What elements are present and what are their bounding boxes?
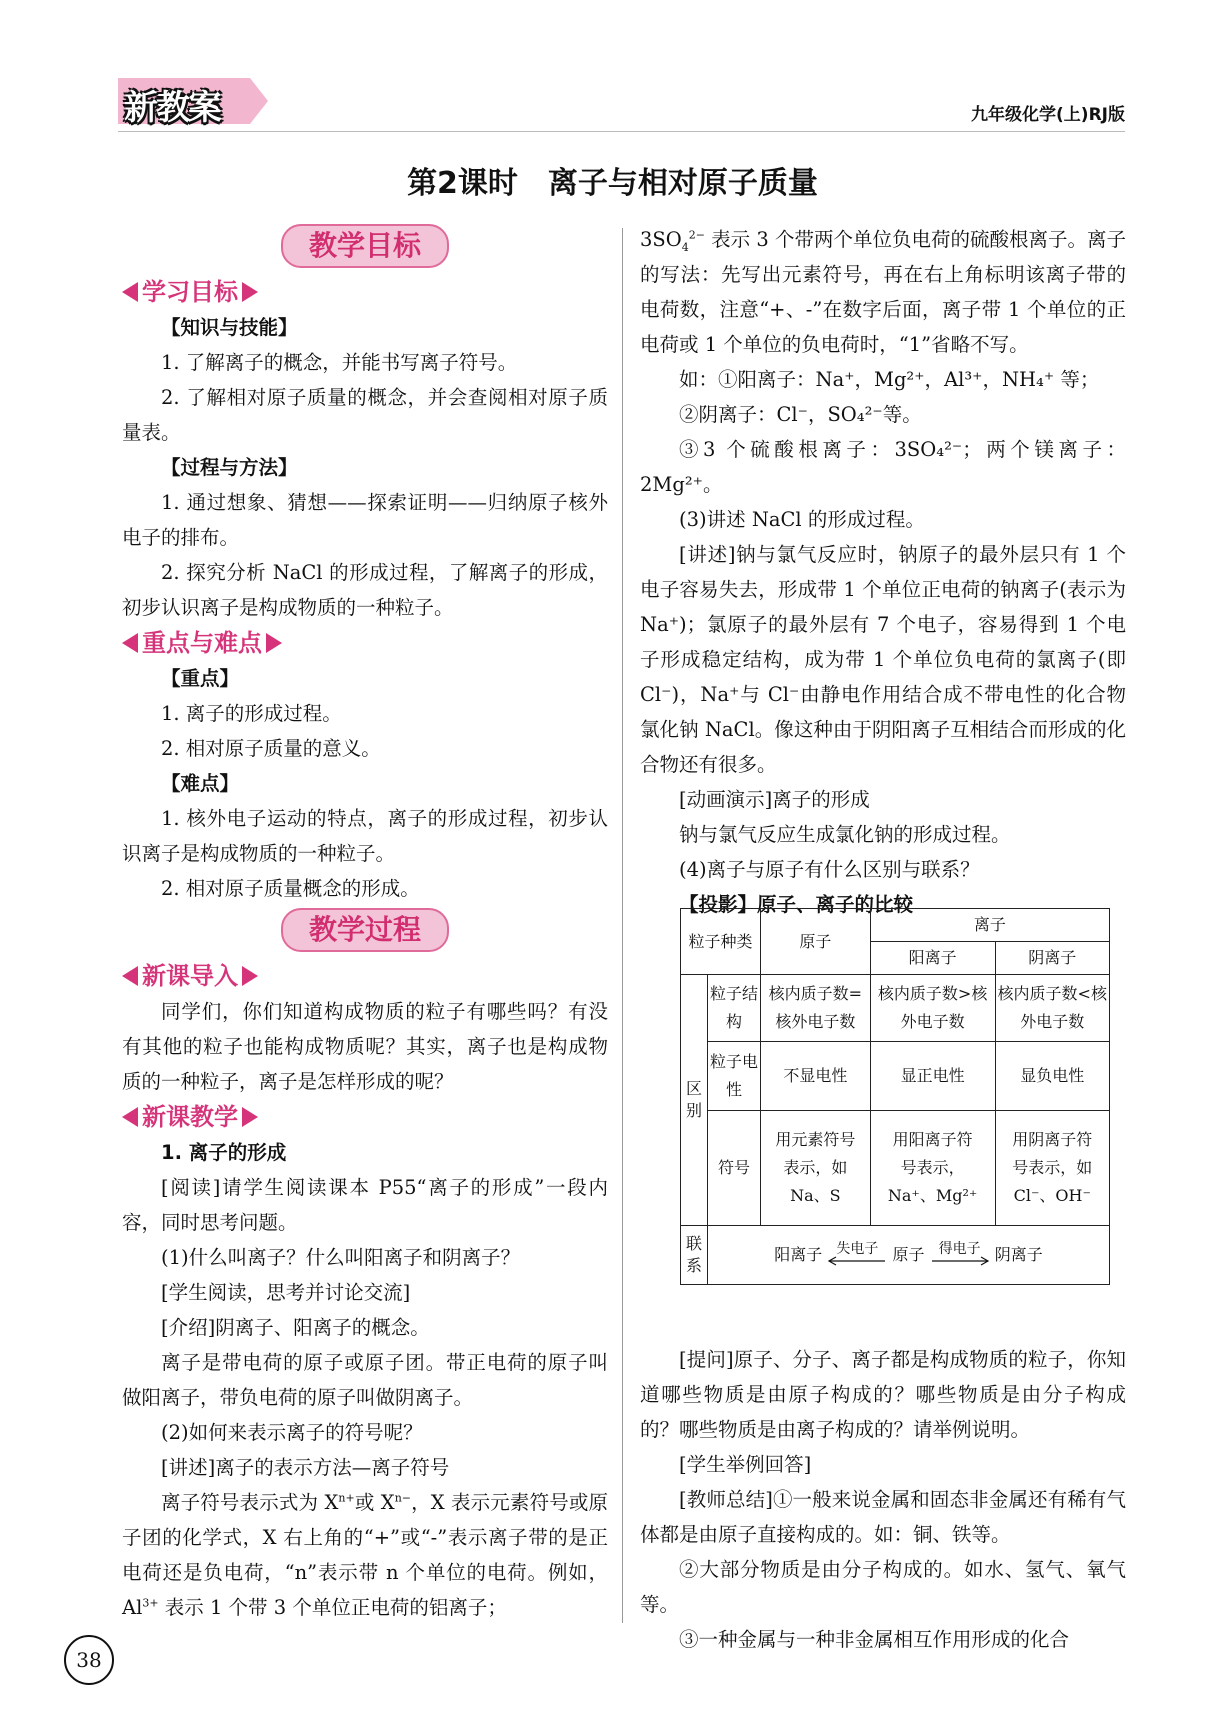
table-cell: 离子 xyxy=(870,909,1109,942)
paragraph: [介绍]阴离子、阳离子的概念。 xyxy=(161,1316,430,1339)
key-heading: 【重点】 xyxy=(161,667,240,690)
paragraph: [阅读]请学生阅读课本 P55“离子的形成”一段内容，同时思考问题。 xyxy=(122,1176,608,1234)
paragraph: [讲述]钠与氯气反应时，钠原子的最外层只有 1 个电子容易失去，形成带 1 个单位正电荷的钠离子(表示为 Na⁺)；氯原子的最外层有 7 个电子，容易得到 1 个电子形成稳定结构，成为带 1 个单位负电荷的氯离子(即 Cl⁻)，Na⁺与 Cl⁻由静电作用结合成不带电性的化合物氯化钠 NaCl。像这种由于阴阳离子互相结合而形成的化合物还有很多。 xyxy=(640,543,1126,776)
triangle-left-icon xyxy=(122,1107,138,1127)
relation-cation: 阳离子 xyxy=(774,1244,823,1264)
left-column xyxy=(122,222,608,1625)
paragraph-ion-notation: 离子符号表示式为 $X^{n+}$或 $X^{n-}$，X 表示元素符号或原子团的化学式，X 右上角的“+”或“-”表示离子带的是正电荷还是负电荷，“n”表示带 n 个单位的电荷。例如，$Al^{3+}$ 表示 1 个带 3 个单位正电荷的铝离子； xyxy=(122,1491,608,1619)
section-header-goals: 教学目标 xyxy=(122,224,608,268)
triangle-left-icon xyxy=(122,633,138,653)
paragraph: 1. 核外电子运动的特点，离子的形成过程，初步认识离子是构成物质的一种粒子。 xyxy=(122,807,608,865)
lose-electron-label: 失电子 xyxy=(836,1241,879,1258)
table-cell: 粒子种类 xyxy=(681,909,761,975)
brand-logo xyxy=(118,78,278,128)
table-cell: 粒子电性 xyxy=(708,1042,761,1111)
lose-electron-arrow xyxy=(827,1241,887,1269)
triangle-right-icon xyxy=(242,966,258,986)
relation-cell xyxy=(708,1226,1110,1285)
paragraph: 2. 相对原子质量概念的形成。 xyxy=(161,877,420,900)
paragraph: [教师总结]①一般来说金属和固态非金属还有稀有气体都是由原子直接构成的。如：铜、铁等。 xyxy=(640,1488,1126,1546)
subheading-key-points: 重点与难点 xyxy=(122,625,608,661)
paragraph: 2. 相对原子质量的意义。 xyxy=(161,737,381,760)
section-header-process: 教学过程 xyxy=(122,908,608,952)
paragraph: 如：①阳离子：Na⁺，Mg²⁺，Al³⁺，NH₄⁺ 等； xyxy=(679,368,1100,391)
gain-electron-label: 得电子 xyxy=(938,1241,981,1258)
topic-heading: 1. 离子的形成 xyxy=(161,1141,287,1164)
paragraph: 1. 通过想象、猜想——探索证明——归纳原子核外电子的排布。 xyxy=(122,491,608,549)
paragraph: [学生阅读，思考并讨论交流] xyxy=(161,1281,411,1304)
paragraph: [动画演示]离子的形成 xyxy=(679,788,870,811)
paragraph: 2. 了解相对原子质量的概念，并会查阅相对原子质量表。 xyxy=(122,386,608,444)
table-cell: 用阴离子符号表示，如 Cl⁻、OH⁻ xyxy=(995,1111,1110,1226)
paragraph: (1)什么叫离子？什么叫阳离子和阴离子？ xyxy=(161,1246,521,1269)
page-number: 38 xyxy=(64,1635,114,1685)
table-cell: 显正电性 xyxy=(870,1042,995,1111)
triangle-left-icon xyxy=(122,282,138,302)
subheading-learning-goals: 学习目标 xyxy=(122,274,608,310)
difficulty-heading: 【难点】 xyxy=(161,772,240,795)
edition-label: 九年级化学(上)RJ版 xyxy=(971,105,1125,125)
table-cell: 核内质子数=核外电子数 xyxy=(761,975,871,1042)
paragraph: 2. 探究分析 NaCl 的形成过程，了解离子的形成，初步认识离子是构成物质的一种粒子。 xyxy=(122,561,608,619)
arrow-left-icon xyxy=(827,1241,887,1269)
column-divider xyxy=(622,228,623,1623)
paragraph: (3)讲述 NaCl 的形成过程。 xyxy=(679,508,925,531)
paragraph: [提问]原子、分子、离子都是构成物质的粒子，你知道哪些物质是由原子构成的？哪些物质是由分子构成的？哪些物质是由离子构成的？请举例说明。 xyxy=(640,1348,1126,1441)
table-cell: 核内质子数>核外电子数 xyxy=(870,975,995,1042)
paragraph: [学生举例回答] xyxy=(679,1453,812,1476)
table-cell: 阳离子 xyxy=(870,942,995,975)
paragraph: 1. 离子的形成过程。 xyxy=(161,702,342,725)
comparison-table xyxy=(680,908,1110,1285)
table-row xyxy=(681,1226,1110,1285)
paragraph: $3SO_4^{2-}$ 表示 3 个带两个单位负电荷的硫酸根离子。离子的写法：先写出元素符号，再在右上角标明该离子带的电荷数，注意“+、-”在数字后面，离子带 1 个单位的正电荷或 1 个单位的负电荷时，“1”省略不写。 xyxy=(640,228,1126,356)
paragraph: 1. 了解离子的概念，并能书写离子符号。 xyxy=(161,351,518,374)
paragraph: (4)离子与原子有什么区别与联系？ xyxy=(679,858,980,881)
paragraph: 同学们，你们知道构成物质的粒子有哪些吗？有没有其他的粒子也能构成物质呢？其实，离子也是构成物质的一种粒子，离子是怎样形成的呢？ xyxy=(122,1000,608,1093)
table-cell: 阴离子 xyxy=(995,942,1110,975)
page-title: 第2课时 离子与相对原子质量 xyxy=(407,166,818,201)
paragraph: ②大部分物质是由分子构成的。如水、氢气、氧气等。 xyxy=(640,1558,1126,1616)
table-cell: 核内质子数<核外电子数 xyxy=(995,975,1110,1042)
triangle-left-icon xyxy=(122,966,138,986)
table-cell: 用元素符号表示，如 Na、S xyxy=(761,1111,871,1226)
paragraph: (2)如何来表示离子的符号呢？ xyxy=(161,1421,423,1444)
relation-anion: 阴离子 xyxy=(994,1244,1043,1264)
table-row xyxy=(681,1111,1110,1226)
paragraph: 离子是带电荷的原子或原子团。带正电荷的原子叫做阳离子，带负电荷的原子叫做阴离子。 xyxy=(122,1351,608,1409)
table-cell: 粒子结构 xyxy=(708,975,761,1042)
table-cell: 显负电性 xyxy=(995,1042,1110,1111)
table-cell: 符号 xyxy=(708,1111,761,1226)
subheading-intro: 新课导入 xyxy=(122,958,608,994)
table-row xyxy=(681,909,1110,942)
gain-electron-arrow xyxy=(930,1241,990,1269)
paragraph: [讲述]离子的表示方法—离子符号 xyxy=(161,1456,450,1479)
paragraph: 【投影】原子、离子的比较 xyxy=(679,893,914,916)
knowledge-heading: 【知识与技能】 xyxy=(161,316,298,339)
paragraph: ②阴离子：Cl⁻，SO₄²⁻等。 xyxy=(679,403,922,426)
logo-text: 新教案 xyxy=(124,88,220,128)
paragraph: 钠与氯气反应生成氯化钠的形成过程。 xyxy=(679,823,1011,846)
table-cell: 原子 xyxy=(761,909,871,975)
table-row xyxy=(681,1042,1110,1111)
table-cell: 不显电性 xyxy=(761,1042,871,1111)
header-divider xyxy=(118,131,1125,132)
relation-atom: 原子 xyxy=(892,1244,925,1264)
triangle-right-icon xyxy=(242,282,258,302)
subheading-teaching: 新课教学 xyxy=(122,1099,608,1135)
paragraph: ③一种金属与一种非金属相互作用形成的化合 xyxy=(679,1628,1070,1651)
arrow-right-icon xyxy=(930,1241,990,1269)
table-cell: 用阳离子符号表示，Na⁺、Mg²⁺ xyxy=(870,1111,995,1226)
table-row xyxy=(681,975,1110,1042)
triangle-right-icon xyxy=(266,633,282,653)
paragraph: ③3 个硫酸根离子：3SO₄²⁻；两个镁离子：2Mg²⁺。 xyxy=(640,438,1126,496)
table-cell: 区别 xyxy=(681,975,708,1226)
table-cell: 联系 xyxy=(681,1226,708,1285)
triangle-right-icon xyxy=(242,1107,258,1127)
process-heading: 【过程与方法】 xyxy=(161,456,298,479)
